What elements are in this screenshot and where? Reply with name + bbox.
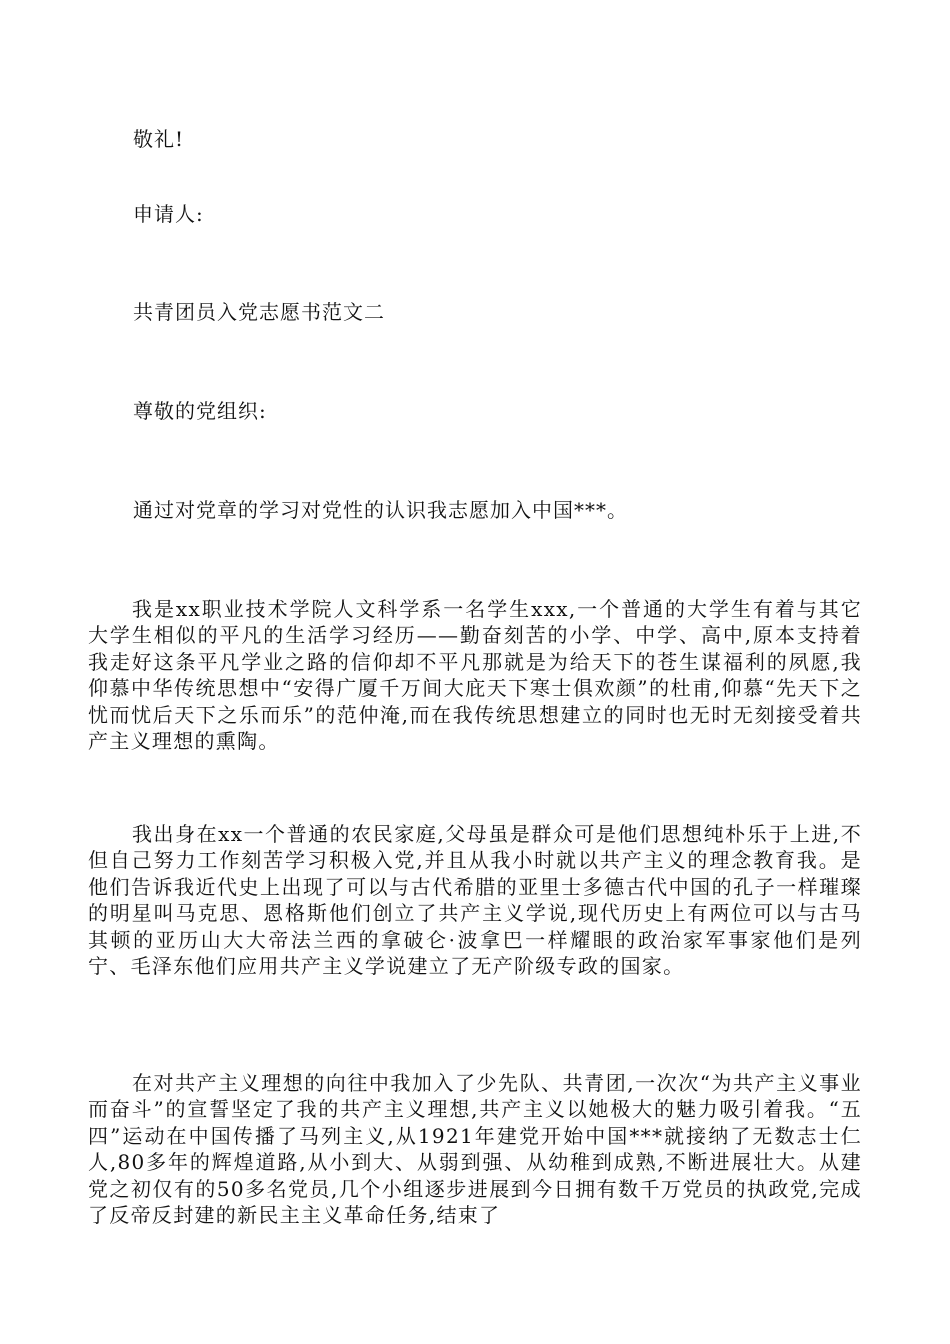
body-paragraph: 在对共产主义理想的向往中我加入了少先队、共青团,一次次“为共产主义事业而奋斗”的宣誓坚定了我的共产主义理想,共产主义以她极大的魅力吸引着我。“五四”运动在中国传播了马列主义,从1921年建党开始中国***就接纳了无数志士仁人,80多年的辉煌道路,从小到大、从弱到强、从幼稚到成熟,不断进展壮大。从建党之初仅有的50多名党员,几个小组逐步进展到今日拥有数千万党员的执政党,完成了反帝反封建的新民主主义革命任务,结束了 [88,1071,862,1228]
body-paragraph: 我是xx职业技术学院人文科学系一名学生xxx,一个普通的大学生有着与其它大学生相似的平凡的生活学习经历——勤奋刻苦的小学、中学、高中,原本支持着我走好这条平凡学业之路的信仰却不平凡那就是为给天下的苍生谋福利的夙愿,我仰慕中华传统思想中“安得广厦千万间大庇天下寒士俱欢颜”的杜甫,仰慕“先天下之忧而忧后天下之乐而乐”的范仲淹,而在我传统思想建立的同时也无时无刻接受着共产主义理想的熏陶。 [88,597,862,754]
body-paragraph: 我出身在xx一个普通的农民家庭,父母虽是群众可是他们思想纯朴乐于上进,不但自己努力工作刻苦学习积极入党,并且从我小时就以共产主义的理念教育我。是他们告诉我近代史上出现了可以与古代希腊的亚里士多德古代中国的孔子一样璀璨的明星叫马克思、恩格斯他们创立了共产主义学说,现代历史上有两位可以与古马其顿的亚历山大大帝法兰西的拿破仑·波拿巴一样耀眼的政治家军事家他们是列宁、毛泽东他们应用共产主义学说建立了无产阶级专政的国家。 [88,822,862,979]
applicant-label: 申请人: [133,202,204,226]
intro-line: 通过对党章的学习对党性的认识我志愿加入中国***。 [133,498,628,522]
closing-line: 敬礼! [133,127,185,151]
section-title: 共青团员入党志愿书范文二 [133,300,385,324]
salutation: 尊敬的党组织: [133,399,267,423]
